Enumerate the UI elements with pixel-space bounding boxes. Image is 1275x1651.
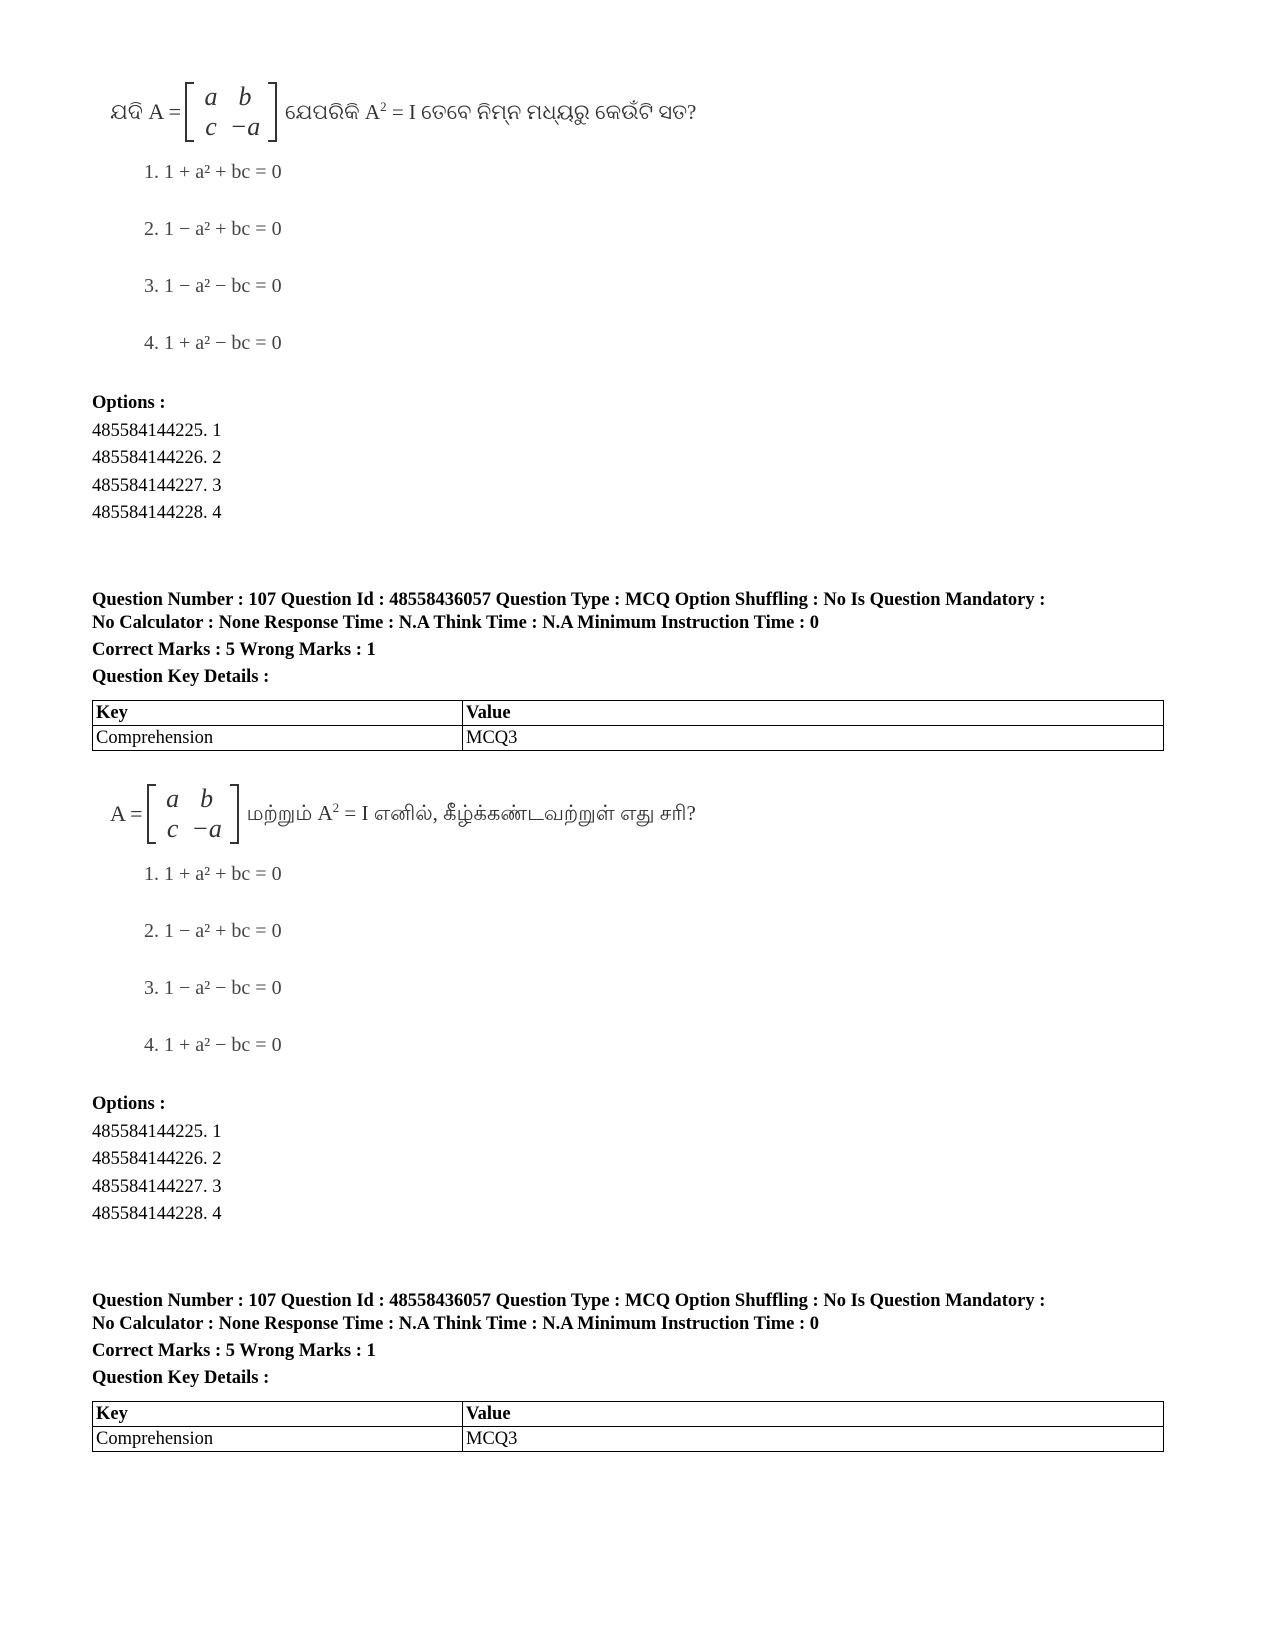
table-row (93, 1427, 1164, 1452)
matrix-left-bracket (147, 784, 156, 844)
question-stem (110, 782, 696, 846)
key-heading: Question Key Details : (92, 1368, 270, 1388)
table-cell: Comprehension (93, 1427, 463, 1452)
matrix-cell: −a (229, 112, 261, 141)
marks-line: Correct Marks : 5 Wrong Marks : 1 (92, 640, 376, 660)
choice-item: 2. 1 − a² + bc = 0 (144, 218, 282, 240)
choice-list (144, 144, 696, 372)
option-row: 485584144227. 3 (92, 1176, 222, 1197)
key-heading: Question Key Details : (92, 667, 270, 687)
matrix-a (147, 784, 239, 844)
option-row: 485584144225. 1 (92, 420, 222, 441)
table-cell: Comprehension (93, 726, 463, 751)
choice-item: 3. 1 − a² − bc = 0 (144, 977, 282, 999)
matrix-left-bracket (185, 82, 194, 142)
matrix-cell: b (238, 82, 252, 111)
table-header: Key (93, 1402, 463, 1427)
table-header: Key (93, 701, 463, 726)
choice-item: 2. 1 − a² + bc = 0 (144, 920, 282, 942)
meta-line: Question Number : 107 Question Id : 48558436057 Question Type : MCQ Option Shuffling : No Is Question Mandatory : (92, 1291, 1046, 1311)
stem-text: ଯେପରିକି $A^2 = I$ ତେବେ ନିମ୍ନ ମଧ୍ୟରୁ କେଉଁଟି ସତ? (285, 99, 697, 124)
options-heading: Options : (92, 1094, 166, 1114)
stem-prefix: A = (110, 801, 143, 826)
choice-list (144, 846, 696, 1074)
matrix-right-bracket (230, 784, 239, 844)
question-image-tamil (110, 782, 696, 1074)
matrix-cell: c (166, 814, 179, 843)
choice-item: 3. 1 − a² − bc = 0 (144, 275, 282, 297)
option-row: 485584144225. 1 (92, 1121, 222, 1142)
option-row: 485584144226. 2 (92, 448, 222, 468)
option-row: 485584144228. 4 (92, 503, 222, 523)
matrix-cell: −a (191, 814, 222, 843)
question-stem (110, 80, 696, 144)
key-details-table (92, 1401, 1164, 1452)
meta-line: Question Number : 107 Question Id : 48558436057 Question Type : MCQ Option Shuffling : No Is Question Mandatory : (92, 590, 1046, 610)
key-details-table (92, 700, 1164, 751)
matrix-right-bracket (268, 82, 277, 142)
meta-line: No Calculator : None Response Time : N.A Think Time : N.A Minimum Instruction Time : 0 (92, 1314, 820, 1334)
meta-line: No Calculator : None Response Time : N.A Think Time : N.A Minimum Instruction Time : 0 (92, 613, 820, 633)
option-row: 485584144226. 2 (92, 1149, 222, 1169)
choice-item: 1. 1 + a² + bc = 0 (144, 863, 282, 885)
matrix-cell: c (205, 112, 217, 141)
question-image-odia (110, 80, 696, 372)
table-row (93, 726, 1164, 751)
question-meta (92, 1290, 1252, 1390)
question-meta (92, 589, 1252, 689)
option-row: 485584144228. 4 (92, 1204, 222, 1224)
table-cell: MCQ3 (463, 726, 1164, 751)
table-header: Value (463, 1402, 1164, 1427)
table-header: Value (463, 701, 1164, 726)
table-cell: MCQ3 (463, 1427, 1164, 1452)
options-section (92, 390, 222, 528)
table-header-row (93, 1402, 1164, 1427)
table-header-row (93, 701, 1164, 726)
option-row: 485584144227. 3 (92, 475, 222, 496)
choice-item: 4. 1 + a² − bc = 0 (144, 332, 282, 354)
matrix-cell: a (166, 784, 180, 813)
marks-line: Correct Marks : 5 Wrong Marks : 1 (92, 1341, 376, 1361)
stem-text: மற்றும் $A^2 = I$ எனில், கீழ்க்கண்டவற்றுள் எது சரி? (246, 800, 696, 825)
matrix-cell: a (204, 82, 218, 111)
choice-item: 4. 1 + a² − bc = 0 (144, 1034, 282, 1056)
options-heading: Options : (92, 393, 166, 413)
matrix-cell: b (200, 784, 214, 813)
choice-item: 1. 1 + a² + bc = 0 (144, 161, 282, 183)
options-section (92, 1091, 222, 1229)
matrix-a (185, 82, 277, 142)
stem-prefix: ଯଦି A = (110, 99, 181, 124)
